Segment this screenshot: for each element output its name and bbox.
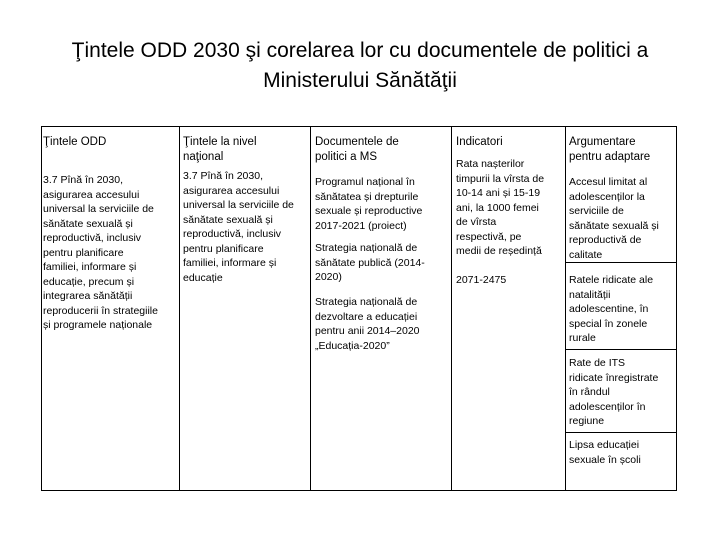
- column-header: Ţintele la nivel naţional: [183, 136, 257, 163]
- column-odd-targets: [43, 127, 177, 490]
- policy-document-item: Strategia națională de dezvoltare a educației pentru anii 2014–2020 „Educația-2020”: [315, 296, 420, 352]
- argument-item: Lipsa educației sexuale în școli: [569, 439, 641, 466]
- column-arguments: [569, 127, 676, 490]
- column-header: Ţintele ODD: [43, 136, 107, 148]
- indicator-text: Rata nașterilor timpurii la vîrsta de 10-14 ani și 15-19 ani, la 1000 femei de vîrsta respectivă, pe medii de reședință: [456, 158, 545, 257]
- cell-text: 3.7 Pînă în 2030, asigurarea accesului universal la serviciile de sănătate sexuală și reproductivă, inclusiv pentru planificare familiei, informare și educație, precum și integrarea sănătății reproducerii în strategiile și programele naționale: [43, 174, 158, 331]
- argument-item: Rate de ITS ridicate înregistrate în rândul adolescenților în regiune: [569, 357, 659, 427]
- column-policy-documents: [315, 127, 449, 490]
- odd-correlation-table: [41, 126, 677, 491]
- policy-document-item: Strategia națională de sănătate publică (2014- 2020): [315, 242, 425, 283]
- column-header: Documentele de politici a MS: [315, 136, 399, 163]
- page-title: Ţintele ODD 2030 şi corelarea lor cu documentele de politici a Ministerului Sănătăţii: [71, 39, 649, 92]
- column-header: Indicatori: [456, 136, 503, 148]
- argument-item: Accesul limitat al adolescenților la serviciile de sănătate sexuală și reproductivă de calitate: [569, 176, 659, 261]
- indicator-value: 2071-2475: [456, 274, 507, 286]
- column-divider: [310, 127, 311, 490]
- column-divider: [179, 127, 180, 490]
- argument-item: Ratele ridicate ale natalității adolescentine, în special în zonele rurale: [569, 274, 654, 344]
- column-indicators: [456, 127, 564, 490]
- column-divider: [451, 127, 452, 490]
- column-national-targets: [183, 127, 309, 490]
- column-header: Argumentare pentru adaptare: [569, 136, 651, 163]
- policy-document-item: Programul național în sănătatea și drepturile sexuale și reproductive 2017-2021 (proiect): [315, 176, 423, 232]
- cell-text: 3.7 Pînă în 2030, asigurarea accesului universal la serviciile de sănătate sexuală și reproductivă, inclusiv pentru planificare familiei, informare și educație: [183, 170, 294, 284]
- column-divider: [565, 127, 566, 490]
